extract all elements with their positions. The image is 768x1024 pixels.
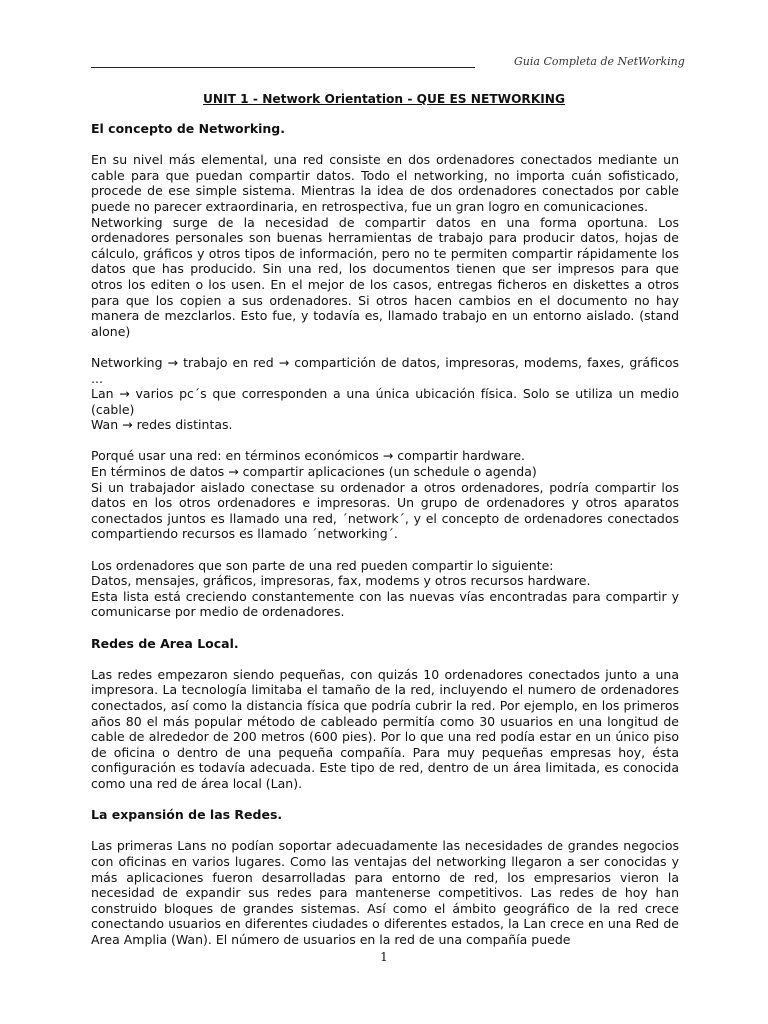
header-rule	[91, 67, 475, 68]
paragraph: En términos de datos → compartir aplicaciones (un schedule o agenda)	[91, 464, 537, 480]
section-heading-expansion: La expansión de las Redes.	[91, 807, 283, 823]
section-heading-concept: El concepto de Networking.	[91, 121, 286, 136]
definition-networking: Networking → trabajo en red → compartición de datos, impresoras, modems, faxes, gráficos ...	[91, 354, 679, 386]
paragraph: En su nivel más elemental, una red consiste en dos ordenadores conectados mediante un cable para que puedan compartir datos. Todo el networking, no importa cuán sofisticado, procede de ese simple sistema. Mientras la idea de dos ordenadores conectados por cable puede no parecer extraordinaria, en retrospectiva, fue un gran logro en comunicaciones.	[91, 152, 679, 214]
running-header: Guia Completa de NetWorking	[514, 55, 685, 68]
definition-wan: Wan → redes distintas.	[91, 417, 233, 433]
page-title: UNIT 1 - Network Orientation - QUE ES NETWORKING	[202, 92, 565, 106]
paragraph: Porqué usar una red: en términos económicos → compartir hardware.	[91, 448, 525, 464]
paragraph: Las primeras Lans no podían soportar adecuadamente las necesidades de grandes negocios con oficinas en varios lugares. Como las ventajas del networking llegaron a ser conocidas y más aplicaciones fueron desarrolladas para entorno de red, los empresarios vieron la necesidad de expandir sus redes para mantenerse competitivos. Las redes de hoy han construido bloques de grandes sistemas. Así como el ámbito geográfico de la red crece conectando usuarios en diferentes ciudades o diferentes estados, la Lan crece en una Red de Area Amplia (Wan). El número de usuarios en la red de una compañía puede	[91, 838, 679, 947]
document-body	[91, 121, 679, 947]
paragraph: Si un trabajador aislado conectase su ordenador a otros ordenadores, podría compartir los datos en los otros ordenadores e impresoras. Un grupo de ordenadores y otros aparatos conectados juntos es llamado una red, ´network´, y el concepto de ordenadores conectados compartiendo recursos es llamado ´networking´.	[91, 479, 679, 542]
definition-lan: Lan → varios pc´s que corresponden a una única ubicación física. Solo se utiliza un medio (cable)	[91, 386, 679, 417]
paragraph: Networking surge de la necesidad de compartir datos en una forma oportuna. Los ordenadores personales son buenas herramientas de trabajo para producir datos, hojas de cálculo, gráficos y otros tipos de información, pero no te permiten compartir rápidamente los datos que has producido. Sin una red, los documentos tienen que ser impresos para que otros los editen o los usen. En el mejor de los casos, entregas ficheros en diskettes a otros para que los copien a sus ordenadores. Si otros hacen cambios en el documento no hay manera de mezclarlos. Esto fue, y todavía es, llamado trabajo en un entorno aislado. (stand alone)	[91, 214, 679, 339]
page-number: 1	[380, 950, 388, 964]
section-heading-lan: Redes de Area Local.	[91, 635, 239, 651]
paragraph: Datos, mensajes, gráficos, impresoras, fax, modems y otros recursos hardware.	[91, 573, 591, 589]
paragraph: Esta lista está creciendo constantemente con las nuevas vías encontradas para compartir y comunicarse por medio de ordenadores.	[91, 588, 679, 620]
paragraph: Los ordenadores que son parte de una red pueden compartir lo siguiente:	[91, 557, 554, 573]
paragraph: Las redes empezaron siendo pequeñas, con quizás 10 ordenadores conectados junto a una impresora. La tecnología limitaba el tamaño de la red, incluyendo el numero de ordenadores conectados, así como la distancia física que podría cubrir la red. Por ejemplo, en los primeros años 80 el más popular método de cableado permitía como 30 usuarios en una longitud de cable de alrededor de 200 metros (600 pies). Por lo que una red podía estar en un único piso de oficina o dentro de una pequeña compañía. Para muy pequeñas empresas hoy, ésta configuración es todavía adecuada. Este tipo de red, dentro de un área limitada, es conocida como una red de área local (Lan).	[91, 666, 679, 791]
